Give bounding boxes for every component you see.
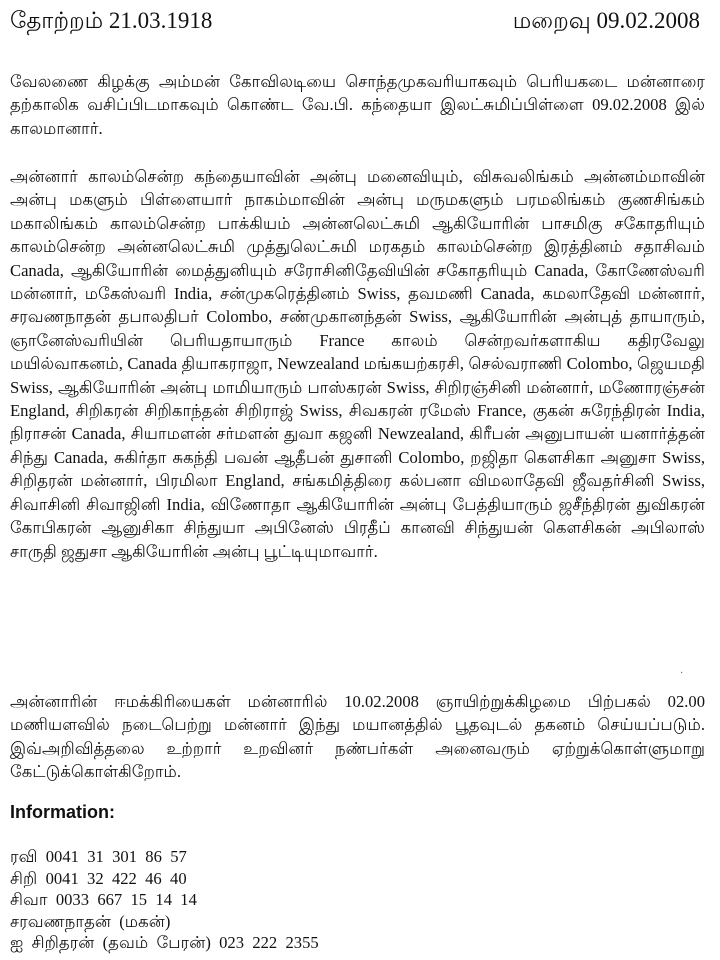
contact-line: சிறி 0041 32 422 46 40 [10,868,187,888]
contact-line: ரவி 0041 31 301 86 57 [10,847,187,866]
contact-line: ஐ சிறிதரன் (தவம் பேரன்) 023 222 2355 [10,933,319,953]
family-paragraph: அன்னார் காலம்சென்ற கந்தையாவின் அன்பு மனைவியும், விசுவலிங்கம் அன்னம்மாவின் அன்பு மகளும் பிள்ளையார் நாகம்மாவின் அன்பு மருமகளும் பரமலிங்கம் குணசிங்கம் மகாலிங்கம் காலம்சென்ற பாக்கியம் அன்னலெட்சுமி ஆகியோரின் பாசமிகு சகோதரியும் காலம்சென்ற அன்னலெட்சுமி முத்துலெட்சுமி மரகதம் காலம்சென்ற இரத்தினம் சதாசிவம் Canada, ஆகியோரின் மைத்துனியும் சரோசினிதேவியின் சகோதரியும் Canada, கோணேஸ்வரி மன்னார், மகேஸ்வரி India, சன்முகரெத்தினம் Swiss, தவமணி Canada, கமலாதேவி மன்னார், சரவணநாதன் தபாலதிபர் Colombo, சண்முகானந்தன் Swiss, ஆகியோரின் அன்புத் தாயாரும், ஞானேஸ்வரியின் பெரியதாயாரும் France காலம் சென்றவர்களாகிய கதிரவேலு மயில்வாகனம், Canada தியாகராஜா, Newzealand மங்கயற்கரசி, செல்வராணி Colombo, ஜெயமதி Swiss, ஆகியோரின் அன்பு மாமியாரும் பாஸ்கரன் Swiss, சிறிரஞ்சினி மன்னார், மணோரஞ்சன் England, சிறிகரன் சிறிகாந்தன் சிறிராஜ் Swiss, சிவகரன் ரமேஸ் France, குகன் சுரேந்திரன் India, நிராசன் Canada, சியாமளன் சர்மளன் துவா கஜனி Newzealand, கிரீபன் அனுபாயன் யனார்த்தன் சிந்து Canada, சுகிர்தா சுகந்தி பவன் ஆதீபன் துசானி Colombo, றஜிதா கௌசிகா அனுசா Swiss, சிறிதரன் மன்னார், பிரமிலா England, சங்கமித்திரை கல்பனா விமலாதேவி ஜீவதர்சினி Swiss, சிவாசினி சிவாஜினி India, விணோதா ஆகியோரின் அன்பு பேத்தியாரும் ஜசீந்திரன் துவிகரன் கோபிகரன் ஆனுசிகா சிந்துயா அபினேஸ் பிரதீப் கானவி சிந்துயன் கௌசிகன் அபிலாஸ் சாருதி ஜதுசா ஆகியோரின் அன்பு பூட்டியுமாவார். [10,167,705,561]
contact-line: சரவணநாதன் (மகன்) [10,911,171,931]
dates-header [10,6,700,36]
scan-speck-mark: · [680,668,684,679]
information-heading: Information: [10,802,115,822]
intro-paragraph: வேலணை கிழக்கு அம்மன் கோவிலடியை சொந்தமுகவரியாகவும் பெரியகடை மன்னாரை தற்காலிக வசிப்பிடமாகவும் கொண்ட வே.பி. கந்தையா இலட்சுமிப்பிள்ளை 09.02.2008 இல் காலமானார். [10,72,705,138]
contact-line: சிவா 0033 667 15 14 14 [10,890,197,910]
birth-date: தோற்றம் 21.03.1918 [10,8,213,33]
contact-list [10,846,319,954]
death-date: மறைவு 09.02.2008 [512,8,700,33]
funeral-paragraph: அன்னாரின் ஈமக்கிரியைகள் மன்னாரில் 10.02.2008 ஞாயிற்றுக்கிழமை பிற்பகல் 02.00 மணியளவில் நடைபெற்று மன்னார் இந்து மயானத்தில் பூதவுடல் தகனம் செய்யப்படும். இவ்அறிவித்தலை உற்றார் உறவினர் நண்பர்கள் அனைவரும் ஏற்றுக்கொள்ளுமாறு கேட்டுக்கொள்கிறோம். [10,692,705,782]
